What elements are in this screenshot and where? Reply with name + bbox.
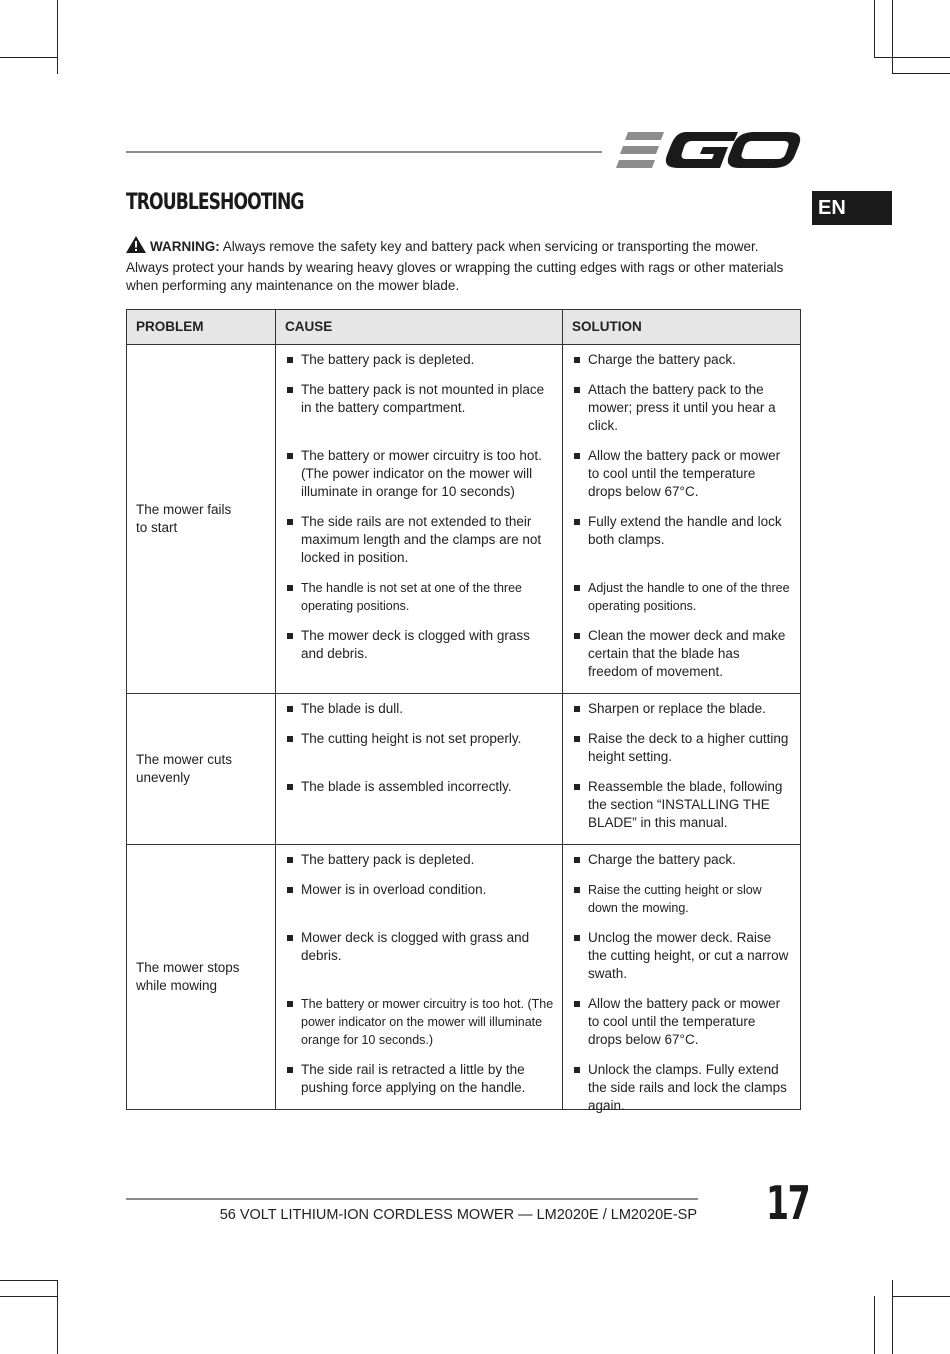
solution-text: Raise the deck to a higher cutting height setting. (588, 731, 789, 764)
cause-text: The side rails are not extended to their maximum length and the clamps are not locked in position. (301, 514, 542, 565)
cause-item (284, 851, 554, 881)
bullet-icon (574, 887, 580, 893)
solution-text: Sharpen or replace the blade. (588, 701, 766, 716)
cause-item (284, 995, 554, 1061)
crop-mark (57, 1280, 58, 1354)
bullet-icon (287, 585, 293, 591)
bullet-icon (287, 357, 293, 363)
page-title: TROUBLESHOOTING (126, 190, 304, 215)
cause-item (284, 929, 554, 995)
header-solution: SOLUTION (563, 310, 801, 345)
solution-item (571, 351, 792, 381)
warning-label: WARNING: (150, 239, 220, 254)
bullet-icon (574, 706, 580, 712)
crop-mark (892, 0, 893, 74)
bullet-icon (574, 935, 580, 941)
solution-item (571, 995, 792, 1061)
bullet-icon (574, 857, 580, 863)
solution-text: Allow the battery pack or mower to cool until the temperature drops below 67°C. (588, 996, 781, 1047)
cause-item (284, 1061, 554, 1109)
crop-mark (0, 1296, 58, 1297)
bullet-icon (287, 887, 293, 893)
problem-cell: The mower cuts unevenly (127, 694, 276, 845)
header-problem: PROBLEM (127, 310, 276, 345)
language-badge: EN (812, 191, 892, 225)
solution-text: Unclog the mower deck. Raise the cutting height, or cut a narrow swath. (588, 930, 789, 981)
bullet-icon (574, 1001, 580, 1007)
bullet-icon (287, 453, 293, 459)
cause-text: Mower deck is clogged with grass and debris. (301, 930, 530, 963)
solution-text: Adjust the handle to one of the three operating positions. (588, 581, 790, 613)
logo-text: EGO (816, 158, 819, 159)
bullet-icon (574, 387, 580, 393)
crop-mark (874, 57, 950, 58)
crop-mark (874, 0, 875, 58)
solution-text: Clean the mower deck and make certain that the blade has freedom of movement. (588, 628, 786, 679)
cause-item (284, 730, 554, 778)
footer-product-name: 56 VOLT LITHIUM-ION CORDLESS MOWER — LM2020E / LM2020E-SP (219, 1207, 697, 1223)
cause-item (284, 579, 554, 627)
ego-logo (616, 128, 819, 174)
table-header-row (127, 310, 801, 345)
solution-text: Reassemble the blade, following the section “INSTALLING THE BLADE” in this manual. (588, 779, 783, 830)
solution-cell (563, 845, 801, 1113)
solution-text: Charge the battery pack. (588, 352, 736, 367)
solution-cell (563, 694, 801, 845)
solution-item (571, 700, 792, 730)
bullet-icon (287, 387, 293, 393)
cause-cell (276, 345, 563, 694)
bullet-icon (574, 453, 580, 459)
troubleshooting-table (126, 309, 801, 1113)
solution-item (571, 447, 792, 513)
solution-text: Charge the battery pack. (588, 852, 736, 867)
solution-text: Fully extend the handle and lock both clamps. (588, 514, 782, 547)
warning-notice (126, 236, 786, 296)
cause-text: The handle is not set at one of the three operating positions. (301, 581, 522, 613)
bullet-icon (287, 633, 293, 639)
cause-item (284, 778, 554, 844)
solution-cell (563, 345, 801, 694)
bullet-icon (287, 784, 293, 790)
cause-item (284, 881, 554, 929)
solution-item (571, 851, 792, 881)
bullet-icon (287, 1001, 293, 1007)
cause-item (284, 351, 554, 381)
cause-text: The mower deck is clogged with grass and debris. (301, 628, 530, 661)
header-cause: CAUSE (276, 310, 563, 345)
crop-mark (892, 1296, 950, 1297)
crop-mark (874, 1296, 875, 1354)
cause-text: The battery or mower circuitry is too hot. (The power indicator on the mower will illuminate in orange for 10 seconds) (301, 448, 542, 499)
cause-item (284, 381, 554, 447)
bullet-icon (574, 736, 580, 742)
problem-cell: The mower fails to start (127, 345, 276, 694)
cause-text: The battery pack is depleted. (301, 852, 475, 867)
solution-text: Unlock the clamps. Fully extend the side rails and lock the clamps again. (588, 1062, 787, 1113)
cause-text: The battery pack is depleted. (301, 352, 475, 367)
cause-text: Mower is in overload condition. (301, 882, 487, 897)
solution-item (571, 881, 792, 929)
cause-text: The battery or mower circuitry is too hot. (The power indicator on the mower will illuminate orange for 10 seconds.) (301, 997, 554, 1047)
table-row (127, 845, 801, 1110)
bullet-icon (287, 736, 293, 742)
solution-item (571, 1061, 792, 1113)
bullet-icon (287, 1067, 293, 1073)
crop-mark (892, 73, 950, 74)
cause-text: The blade is assembled incorrectly. (301, 779, 512, 794)
bullet-icon (287, 935, 293, 941)
crop-mark (57, 0, 58, 74)
solution-item (571, 627, 792, 693)
page-number: 17 (766, 1176, 810, 1230)
cause-item (284, 447, 554, 513)
bullet-icon (287, 857, 293, 863)
cause-item (284, 627, 554, 693)
crop-mark (0, 1280, 58, 1281)
solution-item (571, 579, 792, 627)
bullet-icon (287, 519, 293, 525)
crop-mark (892, 1280, 893, 1354)
solution-text: Raise the cutting height or slow down the mowing. (588, 883, 762, 915)
cause-item (284, 700, 554, 730)
solution-item (571, 778, 792, 844)
cause-text: The battery pack is not mounted in place in the battery compartment. (301, 382, 545, 415)
solution-text: Attach the battery pack to the mower; press it until you hear a click. (588, 382, 776, 433)
problem-cell: The mower stops while mowing (127, 845, 276, 1110)
bullet-icon (574, 1067, 580, 1073)
table-row (127, 345, 801, 694)
bullet-icon (574, 585, 580, 591)
solution-item (571, 381, 792, 447)
warning-text: Always remove the safety key and battery pack when servicing or transporting the mower. Always protect your hands by wearing heavy gloves or wrapping the cutting edges with rags or other materials when performing any maintenance on the mower blade. (126, 239, 784, 293)
bullet-icon (574, 633, 580, 639)
cause-item (284, 513, 554, 579)
bullet-icon (574, 519, 580, 525)
header-rule (126, 151, 602, 153)
solution-text: Allow the battery pack or mower to cool until the temperature drops below 67°C. (588, 448, 781, 499)
warning-triangle-icon (126, 236, 146, 259)
footer-rule (126, 1198, 698, 1200)
crop-mark (0, 57, 58, 58)
cause-text: The blade is dull. (301, 701, 404, 716)
cause-cell (276, 694, 563, 845)
cause-cell (276, 845, 563, 1110)
solution-item (571, 513, 792, 579)
solution-item (571, 730, 792, 778)
bullet-icon (287, 706, 293, 712)
bullet-icon (574, 357, 580, 363)
cause-text: The side rail is retracted a little by the pushing force applying on the handle. (301, 1062, 526, 1095)
solution-item (571, 929, 792, 995)
cause-text: The cutting height is not set properly. (301, 731, 522, 746)
bullet-icon (574, 784, 580, 790)
table-row (127, 694, 801, 845)
